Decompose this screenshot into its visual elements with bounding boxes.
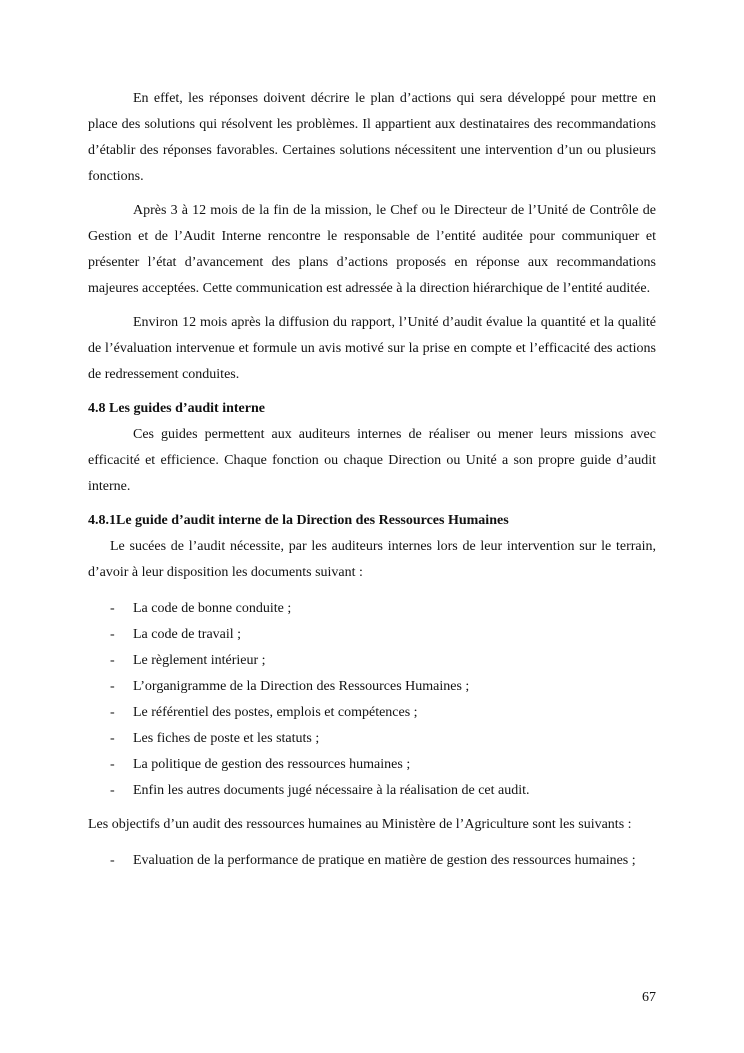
list-item-text: La politique de gestion des ressources humaines ; xyxy=(133,757,411,772)
paragraph-responses: En effet, les réponses doivent décrire le plan d’actions qui sera développé pour mettre en place des solutions qui résolvent les problèmes. Il appartient aux destinataires des recommandations d’établir des réponses favorables. Certaines solutions nécessitent une intervention d’un ou plusieurs fonctions. xyxy=(88,91,656,184)
list-item xyxy=(88,622,656,648)
bullet-dash: - xyxy=(110,627,115,642)
paragraph-guides: Ces guides permettent aux auditeurs internes de réaliser ou mener leurs missions avec efficacité et efficience. Chaque fonction ou chaque Direction ou Unité a son propre guide d’audit interne. xyxy=(88,427,656,494)
list-item-text: L’organigramme de la Direction des Ressources Humaines ; xyxy=(133,679,470,694)
bullet-dash: - xyxy=(110,757,115,772)
bullet-dash: - xyxy=(110,705,115,720)
bullet-dash: - xyxy=(110,783,115,798)
list-item-text: Enfin les autres documents jugé nécessaire à la réalisation de cet audit. xyxy=(133,783,530,798)
page-content xyxy=(88,86,656,874)
list-item xyxy=(88,752,656,778)
bullet-dash: - xyxy=(110,853,115,868)
paragraph-objectives: Les objectifs d’un audit des ressources humaines au Ministère de l’Agriculture sont les suivants : xyxy=(88,817,632,832)
list-item xyxy=(88,700,656,726)
list-item-text: Les fiches de poste et les statuts ; xyxy=(133,731,320,746)
list-item xyxy=(88,778,656,804)
paragraph-evaluation: Environ 12 mois après la diffusion du rapport, l’Unité d’audit évalue la quantité et la qualité de l’évaluation intervenue et formule un avis motivé sur la prise en compte et l’efficacité des actions de redressement conduites. xyxy=(88,315,656,382)
list-item-text: La code de travail ; xyxy=(133,627,242,642)
section-heading-4-8-1: 4.8.1Le guide d’audit interne de la Direction des Ressources Humaines xyxy=(88,513,509,528)
bullet-dash: - xyxy=(110,731,115,746)
list-item-text: Le règlement intérieur ; xyxy=(133,653,266,668)
list-item-text: La code de bonne conduite ; xyxy=(133,601,292,616)
section-heading-4-8: 4.8 Les guides d’audit interne xyxy=(88,401,265,416)
bullet-dash: - xyxy=(110,679,115,694)
page-number: 67 xyxy=(642,990,656,1005)
list-item xyxy=(88,648,656,674)
list-item xyxy=(88,596,656,622)
paragraph-follow-up: Après 3 à 12 mois de la fin de la mission, le Chef ou le Directeur de l’Unité de Contrôle de Gestion et de l’Audit Interne rencontre le responsable de l’entité auditée pour communiquer et présenter l’état d’avancement des plans d’actions proposés en réponse aux recommandations majeures acceptées. Cette communication est adressée à la direction hiérarchique de l’entité auditée. xyxy=(88,203,656,296)
objectives-list xyxy=(88,848,656,874)
list-item-text: Le référentiel des postes, emplois et compétences ; xyxy=(133,705,418,720)
bullet-dash: - xyxy=(110,653,115,668)
list-item xyxy=(88,848,656,874)
bullet-dash: - xyxy=(110,601,115,616)
paragraph-success: Le sucées de l’audit nécessite, par les auditeurs internes lors de leur intervention sur le terrain, d’avoir à leur disposition les documents suivant : xyxy=(88,539,656,580)
documents-list xyxy=(88,596,656,804)
list-item xyxy=(88,726,656,752)
list-item xyxy=(88,674,656,700)
list-item-text: Evaluation de la performance de pratique en matière de gestion des ressources humaines ; xyxy=(133,853,636,868)
